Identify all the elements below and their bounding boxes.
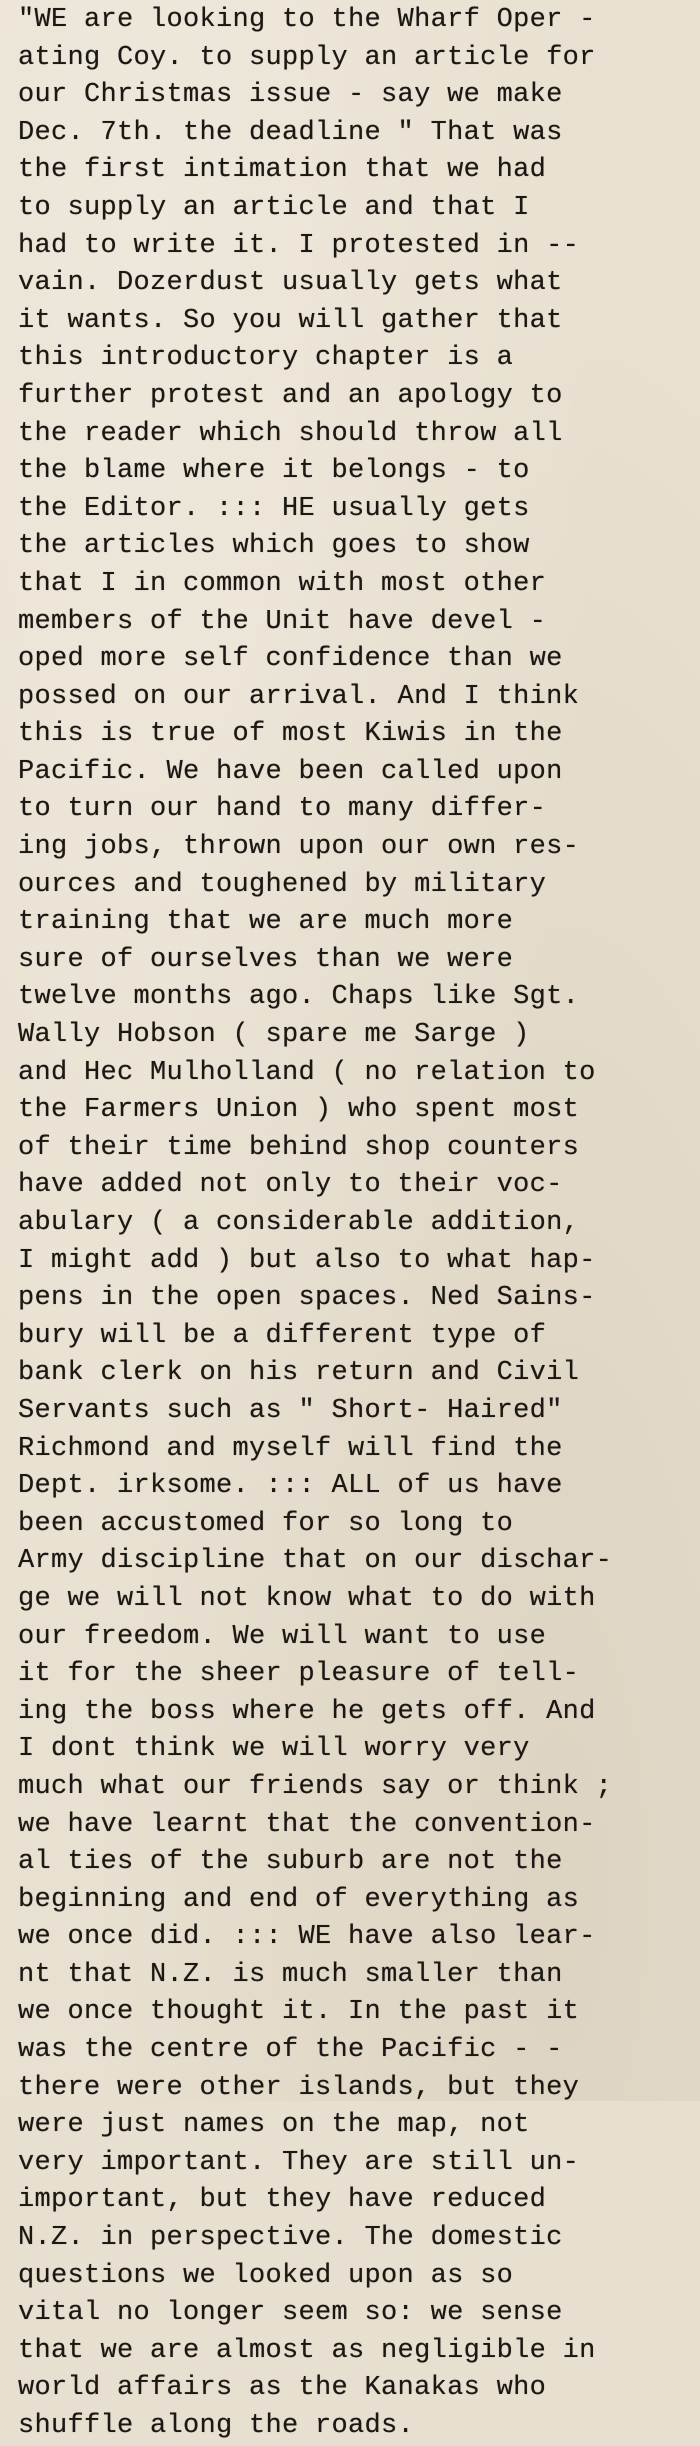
text-line: we once thought it. In the past it [18, 1997, 580, 2028]
text-line: were just names on the map, not [18, 2110, 530, 2141]
text-line: was the centre of the Pacific - - [18, 2035, 563, 2066]
text-line: ources and toughened by military [18, 869, 547, 900]
text-line: bury will be a different type of [18, 1320, 547, 1351]
text-line: the articles which goes to show [18, 531, 530, 562]
text-line: Servants such as " Short- Haired" [18, 1395, 563, 1426]
text-line: questions we looked upon as so [18, 2260, 514, 2291]
text-line: further protest and an apology to [18, 380, 563, 411]
text-line: the blame where it belongs - to [18, 456, 530, 487]
text-line: training that we are much more [18, 907, 514, 938]
text-line: abulary ( a considerable addition, [18, 1208, 580, 1238]
text-line: had to write it. I protested in -- [18, 230, 580, 261]
text-line: have added not only to their voc- [18, 1170, 563, 1201]
text-line: Dec. 7th. the deadline " That was [18, 117, 563, 148]
text-line: the Editor. ::: HE usually gets [18, 493, 530, 524]
text-line: there were other islands, but they [18, 2072, 580, 2103]
text-line: our Christmas issue - say we make [18, 80, 563, 111]
text-line: bank clerk on his return and Civil [18, 1358, 580, 1389]
text-line: ge we will not know what to do with [18, 1583, 596, 1614]
text-line: ing the boss where he gets off. And [18, 1696, 596, 1727]
text-line: to supply an article and that I [18, 192, 530, 223]
text-line: much what our friends say or think ; [18, 1771, 613, 1802]
text-line: we have learnt that the convention- [18, 1809, 596, 1840]
text-line: Wally Hobson ( spare me Sarge ) [18, 1020, 530, 1051]
text-line: members of the Unit have devel - [18, 606, 547, 637]
text-line: important, but they have reduced [18, 2185, 547, 2216]
text-line: this introductory chapter is a [18, 343, 514, 374]
text-line: I might add ) but also to what hap- [18, 1245, 596, 1276]
text-line: vain. Dozerdust usually gets what [18, 268, 563, 299]
text-line: beginning and end of everything as [18, 1884, 580, 1915]
text-line: oped more self confidence than we [18, 644, 563, 675]
text-line: shuffle along the roads. [18, 2411, 415, 2441]
text-line: Dept. irksome. ::: ALL of us have [18, 1471, 563, 1502]
text-line: been accustomed for so long to [18, 1508, 514, 1539]
text-line: vital no longer seem so: we sense [18, 2298, 563, 2329]
text-line: to turn our hand to many differ- [18, 794, 547, 825]
text-line: N.Z. in perspective. The domestic [18, 2223, 563, 2254]
text-line: that we are almost as negligible in [18, 2335, 596, 2366]
text-line: the Farmers Union ) who spent most [18, 1095, 580, 1126]
text-line: Pacific. We have been called upon [18, 756, 563, 787]
text-line: ating Coy. to supply an article for [18, 42, 596, 73]
text-line: that I in common with most other [18, 568, 547, 599]
text-line: sure of ourselves than we were [18, 944, 514, 975]
text-line: twelve months ago. Chaps like Sgt. [18, 982, 580, 1013]
text-line: possed on our arrival. And I think [18, 681, 580, 712]
text-line: of their time behind shop counters [18, 1132, 580, 1163]
text-line: the first intimation that we had [18, 155, 547, 186]
text-line: Army discipline that on our dischar- [18, 1546, 613, 1577]
text-line: it wants. So you will gather that [18, 305, 563, 336]
text-line: we once did. ::: WE have also lear- [18, 1922, 596, 1953]
text-line: pens in the open spaces. Ned Sains- [18, 1283, 596, 1314]
text-line: the reader which should throw all [18, 418, 563, 449]
text-line: al ties of the suburb are not the [18, 1847, 563, 1878]
text-line: nt that N.Z. is much smaller than [18, 1959, 563, 1990]
text-line: I dont think we will worry very [18, 1734, 530, 1765]
text-line: very important. They are still un- [18, 2147, 580, 2178]
text-line: ing jobs, thrown upon our own res- [18, 832, 580, 863]
text-line: this is true of most Kiwis in the [18, 719, 563, 750]
text-line: "WE are looking to the Wharf Oper - [18, 5, 596, 35]
text-line: and Hec Mulholland ( no relation to [18, 1057, 596, 1088]
text-line: our freedom. We will want to use [18, 1621, 547, 1652]
text-line: Richmond and myself will find the [18, 1433, 563, 1464]
text-line: it for the sheer pleasure of tell- [18, 1659, 580, 1690]
typewritten-text [18, 2, 698, 2446]
text-line: world affairs as the Kanakas who [18, 2373, 547, 2404]
